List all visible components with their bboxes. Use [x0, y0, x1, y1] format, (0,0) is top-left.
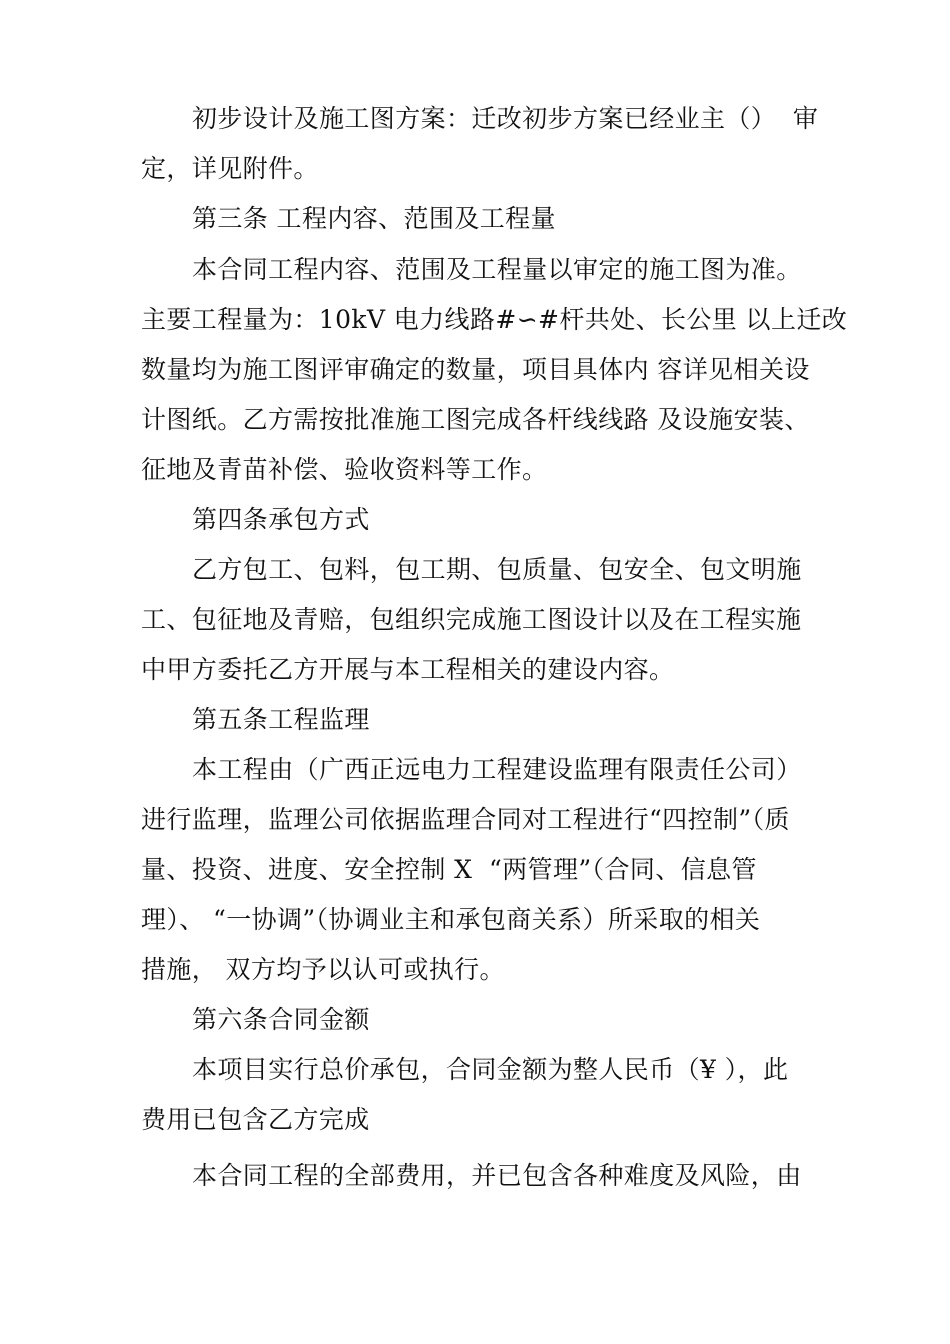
section-heading: 第三条 工程内容、范围及工程量 — [192, 204, 556, 233]
paragraph-line: 中甲方委托乙方开展与本工程相关的建设内容。 — [141, 655, 675, 684]
section-heading: 第六条合同金额 — [192, 1005, 370, 1034]
paragraph-line: 量、投资、进度、安全控制 X “两管理”（合同、信息管 — [141, 855, 757, 884]
paragraph-line: 数量均为施工图评审确定的数量，项目具体内 容详见相关设 — [141, 355, 810, 384]
paragraph-line: 定，详见附件。 — [141, 154, 319, 183]
paragraph-line: 乙方包工、包料，包工期、包质量、包安全、包文明施 — [192, 555, 802, 584]
section-heading: 第五条工程监理 — [192, 705, 370, 734]
paragraph-line: 理）、 “一协调”（协调业主和承包商关系）所采取的相关 — [141, 905, 761, 934]
paragraph-line: 征地及青苗补偿、验收资料等工作。 — [141, 455, 548, 484]
paragraph-line: 初步设计及施工图方案：迁改初步方案已经业主（） 审 — [192, 104, 819, 133]
paragraph-line: 主要工程量为：10kV 电力线路#∽#杆共处、长公里 以上迁改 — [141, 305, 848, 334]
paragraph-line: 本项目实行总价承包，合同金额为整人民币（¥ ），此 — [192, 1055, 789, 1084]
paragraph-line: 费用已包含乙方完成 — [141, 1105, 370, 1134]
section-heading: 第四条承包方式 — [192, 505, 370, 534]
paragraph-line: 计图纸。乙方需按批准施工图完成各杆线线路 及设施安装、 — [141, 405, 810, 434]
paragraph-line: 措施， 双方均予以认可或执行。 — [141, 955, 505, 984]
paragraph-line: 本合同工程内容、范围及工程量以审定的施工图为准。 — [192, 255, 802, 284]
paragraph-line: 本工程由（广西正远电力工程建设监理有限责任公司） — [192, 755, 802, 784]
paragraph-line: 本合同工程的全部费用，并已包含各种难度及风险，由 — [192, 1161, 802, 1190]
paragraph-line: 工、包征地及青赔，包组织完成施工图设计以及在工程实施 — [141, 605, 802, 634]
paragraph-line: 进行监理，监理公司依据监理合同对工程进行“四控制”（质 — [141, 805, 790, 834]
